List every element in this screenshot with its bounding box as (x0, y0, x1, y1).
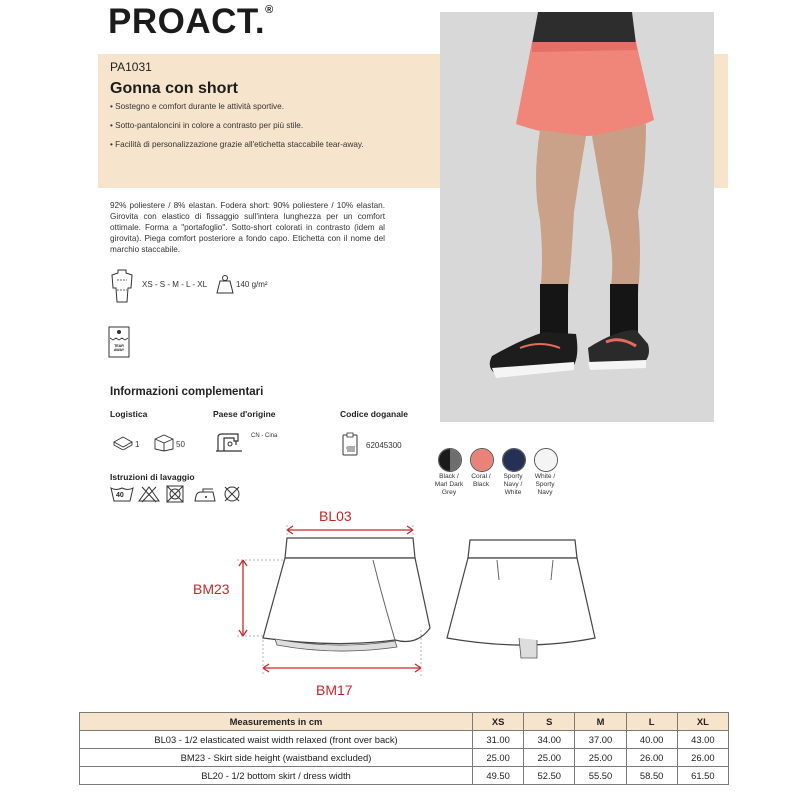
box-quantity: 50 (176, 440, 185, 449)
table-header: XS (473, 713, 524, 731)
brand-logo: PROACT.® (108, 2, 274, 41)
color-name: Sporty Navy / White (503, 473, 523, 496)
table-row (80, 749, 729, 767)
bottom-dimension-label: BM17 (316, 682, 353, 698)
unit-quantity: 1 (135, 440, 140, 449)
origin-label: Paese d'origine (213, 409, 276, 419)
customs-code: 62045300 (366, 441, 402, 450)
registered-mark: ® (265, 4, 274, 16)
color-swatch[interactable] (470, 448, 494, 472)
row-label: BL03 - 1/2 elasticated waist width relaxed (front over back) (80, 731, 473, 749)
table-header: L (626, 713, 677, 731)
weight-icon (216, 274, 234, 299)
color-swatch[interactable] (438, 448, 462, 472)
no-bleach-icon (138, 485, 160, 508)
no-tumble-dry-icon (165, 485, 185, 508)
height-dimension-label: BM23 (193, 581, 230, 597)
feature-item: • Sotto-pantaloncini in colore a contrasto per più stile. (110, 121, 304, 130)
customs-clipboard-icon (342, 432, 358, 461)
product-photo (440, 12, 714, 422)
wash-temperature: 40 (116, 492, 124, 499)
color-swatch[interactable] (502, 448, 526, 472)
table-header: XL (677, 713, 728, 731)
color-name: White / Sporty Navy (534, 473, 556, 496)
swatch-right (514, 449, 525, 471)
swatch-left (471, 449, 482, 471)
row-label: BL20 - 1/2 bottom skirt / dress width (80, 767, 473, 785)
table-header: M (575, 713, 626, 731)
model-illustration (440, 12, 714, 422)
swatch-right (482, 449, 493, 471)
origin-value: CN - Cina (251, 433, 278, 439)
color-name: Black / Marl Dark Grey (434, 473, 464, 496)
table-cell: 31.00 (473, 731, 524, 749)
size-range: XS - S - M - L - XL (142, 280, 208, 289)
measurements-table (79, 712, 729, 785)
sewing-machine-icon (214, 431, 244, 460)
table-row (80, 767, 729, 785)
product-title: Gonna con short (110, 80, 238, 97)
table-cell: 61.50 (677, 767, 728, 785)
tear-away-text: TEAR AWAY (113, 344, 125, 352)
table-cell: 25.00 (524, 749, 575, 767)
table-cell: 34.00 (524, 731, 575, 749)
swatch-left (503, 449, 514, 471)
swatch-right (450, 449, 461, 471)
row-label: BM23 - Skirt side height (waistband excluded) (80, 749, 473, 767)
feature-item: • Facilità di personalizzazione grazie all'etichetta staccabile tear-away. (110, 140, 364, 149)
swatch-left (535, 449, 546, 471)
table-header: Measurements in cm (80, 713, 473, 731)
section-heading: Informazioni complementari (110, 386, 264, 398)
box-icon (154, 434, 174, 457)
back-view (447, 540, 595, 658)
table-cell: 55.50 (575, 767, 626, 785)
table-cell: 26.00 (677, 749, 728, 767)
size-icon (108, 268, 136, 309)
table-header: S (524, 713, 575, 731)
feature-list (110, 101, 370, 158)
table-cell: 25.00 (473, 749, 524, 767)
logistics-label: Logistica (110, 409, 148, 419)
waist-dimension-label: BL03 (319, 508, 352, 524)
table-cell: 37.00 (575, 731, 626, 749)
washing-label: Istruzioni di lavaggio (110, 472, 195, 482)
table-cell: 58.50 (626, 767, 677, 785)
customs-label: Codice doganale (340, 409, 409, 419)
swatch-left (439, 449, 450, 471)
table-cell: 25.00 (575, 749, 626, 767)
table-row (80, 731, 729, 749)
table-cell: 43.00 (677, 731, 728, 749)
swatch-right (546, 449, 557, 471)
table-cell: 49.50 (473, 767, 524, 785)
product-description: 92% poliestere / 8% elastan. Fodera short: 90% poliestere / 10% elastan. Girovita con elastico di fissaggio sull'intera lunghezza per un comfort ottimale. Forma a "portafoglio". Sotto-short colorati in contrasto (idem al girovita). Piega comfort posteriore a fondo capo. Etichetta con il nome del marchio staccabile. (110, 201, 385, 255)
feature-item: • Sostegno e comfort durante le attività sportive. (110, 102, 284, 111)
table-cell: 26.00 (626, 749, 677, 767)
technical-drawing (185, 500, 620, 705)
fabric-weight: 140 g/m² (236, 280, 268, 289)
table-cell: 40.00 (626, 731, 677, 749)
color-name: Coral / Black (471, 473, 491, 488)
product-code: PA1031 (110, 60, 152, 74)
color-swatch[interactable] (534, 448, 558, 472)
unit-pack-icon (112, 434, 134, 455)
table-cell: 52.50 (524, 767, 575, 785)
table-header-row (80, 713, 729, 731)
front-view (237, 525, 430, 676)
